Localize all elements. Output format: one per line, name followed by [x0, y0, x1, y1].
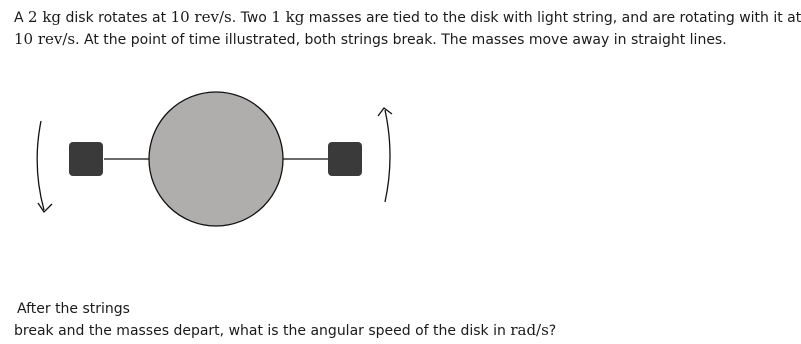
math-unit: rad/s: [510, 321, 549, 339]
text-segment: masses are tied to the disk with light string, and are rotating with it at: [304, 10, 801, 26]
question-line-2: [14, 319, 556, 342]
left-rotation-arc: [37, 121, 44, 210]
down-arrow-icon: [38, 203, 52, 212]
math-mass-disk: 2 kg: [28, 8, 62, 26]
math-rotation-rate: 10 rev/s: [170, 8, 232, 26]
right-rotation-arc: [385, 110, 390, 202]
text-segment: ?: [548, 323, 557, 339]
text-segment: . Two: [231, 10, 272, 26]
math-mass-small: 1 kg: [271, 8, 305, 26]
text-segment: disk rotates at: [61, 10, 171, 26]
right-mass: [328, 142, 362, 176]
math-rotation-rate: 10 rev/s: [14, 30, 76, 48]
question-line-1: After the strings: [17, 301, 130, 317]
text-segment: break and the masses depart, what is the angular speed of the disk in: [14, 323, 511, 339]
disk: [149, 92, 283, 226]
text-segment: A: [14, 10, 29, 26]
text-segment: . At the point of time illustrated, both strings break. The masses move away in straight lines.: [75, 32, 727, 48]
left-mass: [69, 142, 103, 176]
